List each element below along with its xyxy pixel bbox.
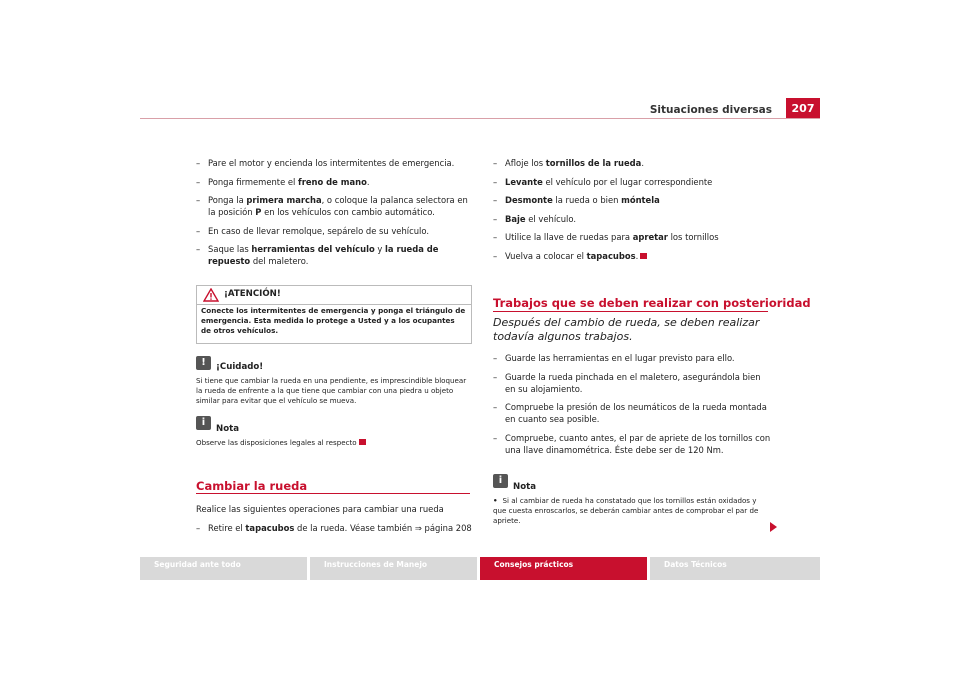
- note-text: • Si al cambiar de rueda ha constatado que los tornillos están oxidados y que cuesta enroscarlos, se deberán cambiar antes de comprobar el par de apriete.: [493, 496, 759, 525]
- list-item: – Utilice la llave de ruedas para apretar los tornillos: [493, 232, 719, 242]
- header-rule: [140, 118, 820, 119]
- list-item: – Retire el tapacubos de la rueda. Véase también ⇒ página 208: [196, 522, 472, 533]
- running-header: Situaciones diversas: [649, 104, 772, 116]
- list-item: – Compruebe la presión de los neumáticos de la rueda montada en cuanto sea posible.: [493, 402, 767, 424]
- note-title: Nota: [513, 482, 537, 492]
- warning-title: ¡ATENCIÓN!: [224, 289, 281, 299]
- list-item: – Vuelva a colocar el tapacubos.: [493, 250, 773, 262]
- exclamation-icon: !: [196, 356, 211, 370]
- list-item: – En caso de llevar remolque, sepárelo de su vehículo.: [196, 225, 429, 236]
- right-steps: [493, 157, 773, 268]
- list-item: – Guarde la rueda pinchada en el maletero, asegurándola bien en su alojamiento.: [493, 371, 761, 394]
- list-item: – Afloje los tornillos de la rueda.: [493, 158, 644, 168]
- list-item: – Desmonte la rueda o bien móntela: [493, 195, 660, 205]
- footer-tab-instrucciones[interactable]: Instrucciones de Manejo: [310, 557, 477, 580]
- end-mark: [640, 253, 647, 259]
- list-item: – Guarde las herramientas en el lugar previsto para ello.: [493, 353, 735, 363]
- caution-title: ¡Cuidado!: [216, 362, 264, 372]
- list-item: – Saque las herramientas del vehículo y la rueda de repuesto del maletero.: [196, 244, 439, 266]
- list-item: – Levante el vehículo por el lugar correspondiente: [493, 176, 713, 187]
- section-subtitle: Después del cambio de rueda, se deben realizar todavía algunos trabajos.: [493, 316, 760, 343]
- warning-text: Conecte los intermitentes de emergencia y ponga el triángulo de emergencia. Esta medida lo protege a Usted y a los ocupantes de otros vehículos.: [201, 306, 466, 335]
- end-mark: [359, 439, 366, 445]
- section-title: Cambiar la rueda: [196, 479, 308, 493]
- section-title: Trabajos que se deben realizar con posterioridad: [493, 296, 811, 310]
- section-rule: [493, 311, 768, 312]
- footer-tab-seguridad[interactable]: Seguridad ante todo: [140, 557, 307, 580]
- left-steps: [196, 157, 472, 274]
- footer-tab-consejos[interactable]: Consejos prácticos: [480, 557, 647, 580]
- footer-tab-datos[interactable]: Datos Técnicos: [650, 557, 820, 580]
- section-rule: [196, 493, 470, 494]
- list-item: – Ponga la primera marcha, o coloque la palanca selectora en la posición P en los vehículos con cambio automático.: [196, 195, 468, 217]
- warning-box: [196, 285, 472, 344]
- right-after-steps: [493, 352, 773, 462]
- list-item: – Ponga firmemente el freno de mano.: [196, 176, 370, 187]
- warning-triangle-icon: [203, 288, 219, 302]
- list-item: – Compruebe, cuanto antes, el par de apriete de los tornillos con una llave dinamométrica. Éste debe ser de 120 Nm.: [493, 432, 771, 455]
- list-item: – Baje el vehículo.: [493, 213, 577, 224]
- note-icon: i: [196, 416, 211, 430]
- next-page-arrow-icon[interactable]: [770, 522, 777, 532]
- note-text: Observe las disposiciones legales al respecto: [196, 438, 472, 448]
- note-icon: i: [493, 474, 508, 488]
- note-title: Nota: [216, 424, 240, 434]
- list-item: – Pare el motor y encienda los intermitentes de emergencia.: [196, 158, 455, 168]
- section-body: Realice las siguientes operaciones para cambiar una rueda – Retire el tapacubos de la rueda. Véase también ⇒ página 208: [196, 504, 472, 533]
- page-number: 207: [786, 98, 820, 119]
- caution-text: Si tiene que cambiar la rueda en una pendiente, es imprescindible bloquear la rueda de enfrente a la que tiene que cambiar con una piedra u objeto similar para evitar que el vehículo se mueva.: [196, 376, 467, 405]
